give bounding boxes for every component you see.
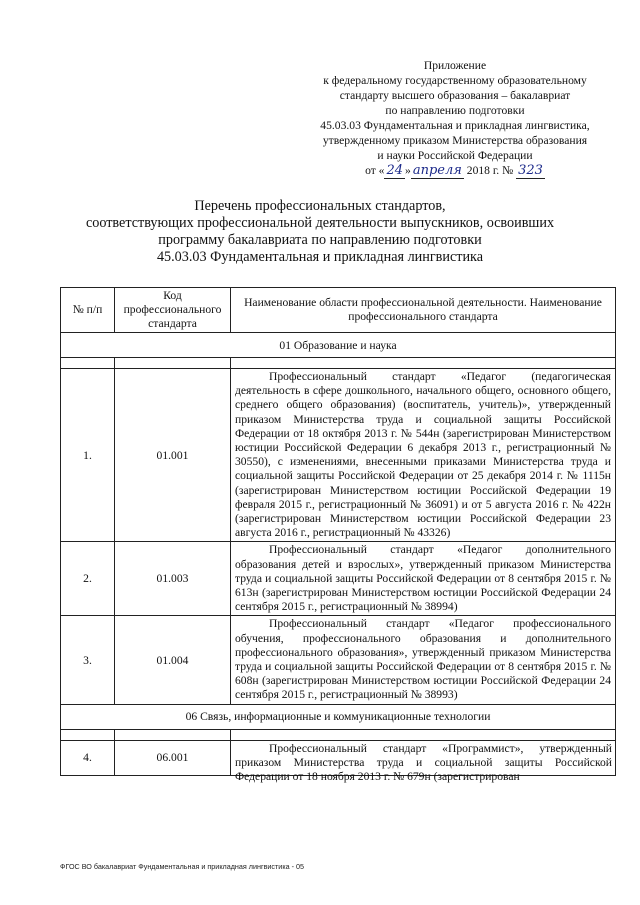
handwritten-month: апреля <box>412 163 462 178</box>
handwritten-number: 323 <box>518 163 543 178</box>
title-line: соответствующих профессиональной деятельности выпускников, освоивших <box>85 215 555 231</box>
page-footer: ФГОС ВО бакалавриат Фундаментальная и прикладная лингвистика - 05 <box>60 862 304 871</box>
section-row <box>61 333 616 358</box>
row-code: 01.003 <box>115 542 231 616</box>
row-description: Профессиональный стандарт «Педагог профессионального обучения, профессионального образования и дополнительного профессионального образования», утвержденный приказом Министерства труда и социальной защиты Российской Федерации от 8 сентября 2015 г. № 608н (зарегистрирован Министерством юстиции Российской Федерации 24 сентября 2015 г., регистрационный № 38993) <box>231 616 616 704</box>
section-spacer <box>61 729 616 740</box>
date-prefix: от « <box>365 164 385 177</box>
title-line: программу бакалавриата по направлению подготовки <box>158 232 482 248</box>
row-num: 2. <box>61 542 115 616</box>
section-title: 01 Образование и наука <box>61 333 616 358</box>
appendix-line: по направлению подготовки <box>385 104 525 117</box>
row-num: 1. <box>61 369 115 542</box>
row-code: 01.001 <box>115 369 231 542</box>
order-date-line <box>290 163 620 178</box>
appendix-block <box>290 58 620 178</box>
appendix-line: и науки Российской Федерации <box>377 149 533 162</box>
table-row <box>61 616 616 704</box>
section-spacer <box>61 358 616 369</box>
document-title <box>40 198 600 266</box>
appendix-line: стандарту высшего образования – бакалавриат <box>339 89 571 102</box>
table-row <box>61 542 616 616</box>
header-code: Код профессионального стандарта <box>115 288 231 333</box>
table-header-row <box>61 288 616 333</box>
table-row <box>61 740 616 775</box>
handwritten-day: 24 <box>386 163 404 178</box>
date-mid: » <box>405 164 411 177</box>
table-row <box>61 369 616 542</box>
row-description: Профессиональный стандарт «Педагог дополнительного образования детей и взрослых», утвержденный приказом Министерства труда и социальной защиты Российской Федерации от 8 сентября 2015 г. № 613н (зарегистрирован Министерством юстиции Российской Федерации 24 сентября 2015 г., регистрационный № 38994) <box>231 542 616 616</box>
row-num: 3. <box>61 616 115 704</box>
appendix-label: Приложение <box>423 59 487 72</box>
date-year: 2018 г. № <box>466 164 514 177</box>
row-code: 01.004 <box>115 616 231 704</box>
title-line: Перечень профессиональных стандартов, <box>194 198 446 214</box>
row-description: Профессиональный стандарт «Педагог (педагогическая деятельность в сфере дошкольного, начального общего, основного общего, среднего общего образования) (воспитатель, учитель)», утвержденный приказом Министерства труда и социальной защиты Российской Федерации от 18 октября 2013 г. № 544н (зарегистрирован Министерством юстиции Российской Федерации 6 декабря 2013 г., регистрационный № 30550), с изменениями, внесенными приказами Министерства труда и социальной защиты Российской Федерации от 25 декабря 2014 г. № 1115н (зарегистрирован Министерством юстиции Российской Федерации 19 февраля 2015 г., регистрационный № 36091) и от 5 августа 2016 г. № 422н (зарегистрирован Министерством юстиции Российской Федерации 23 августа 2016 г., регистрационный № 43326) <box>231 369 616 542</box>
row-num: 4. <box>61 740 115 775</box>
section-row <box>61 704 616 729</box>
section-title: 06 Связь, информационные и коммуникационные технологии <box>61 704 616 729</box>
row-description-cell <box>231 740 616 784</box>
row-description: Профессиональный стандарт «Программист», утвержденный приказом Министерства труда и социальной защиты Российской Федерации от 18 ноября 2013 г. № 679н (зарегистрирован <box>235 741 612 784</box>
appendix-line: утвержденному приказом Министерства образования <box>322 134 588 147</box>
title-line: 45.03.03 Фундаментальная и прикладная лингвистика <box>156 249 484 265</box>
appendix-line: 45.03.03 Фундаментальная и прикладная лингвистика, <box>320 119 590 132</box>
row-code: 06.001 <box>115 740 231 775</box>
header-name: Наименование области профессиональной деятельности. Наименование профессионального стандарта <box>231 288 616 333</box>
header-num: № п/п <box>61 288 115 333</box>
standards-table <box>60 287 616 784</box>
appendix-line: к федеральному государственному образовательному <box>323 74 587 87</box>
